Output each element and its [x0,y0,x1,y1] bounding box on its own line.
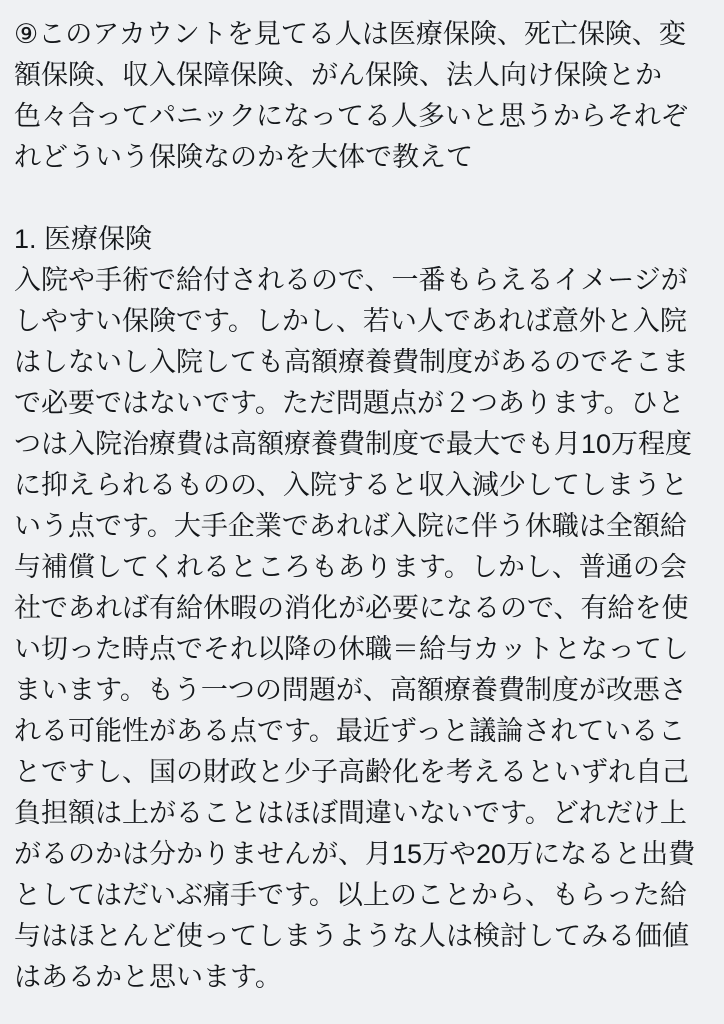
section-body-medical-insurance: 入院や手術で給付されるので、一番もらえるイメージがしやすい保険です。しかし、若い人であれば意外と入院はしないし入院しても高額療養費制度があるのでそこまで必要ではないです。ただ問題点が２つあります。ひとつは入院治療費は高額療養費制度で最大でも月10万程度に抑えられるものの、入院すると収入減少してしまうという点です。大手企業であれば入院に伴う休職は全額給与補償してくれるところもあります。しかし、普通の会社であれば有給休暇の消化が必要になるので、有給を使い切った時点でそれ以降の休職＝給与カットとなってしまいます。もう一つの問題が、高額療養費制度が改悪される可能性がある点です。最近ずっと議論されていることですし、国の財政と少子高齢化を考えるといずれ自己負担額は上がることはほぼ間違いないです。どれだけ上がるのかは分かりませんが、月15万や20万になると出費としてはだいぶ痛手です。以上のことから、もらった給与はほとんど使ってしまうような人は検討してみる価値はあるかと思います。 [14,265,696,992]
paragraph-spacer [14,178,710,219]
intro-paragraph: ⑨このアカウントを見てる人は医療保険、死亡保険、変額保険、収入保障保険、がん保険、法人向け保険とか色々合ってパニックになってる人多いと思うからそれぞれどういう保険なのかを大体で教えて [14,19,688,172]
section-heading-medical-insurance: 1. 医療保険 [14,224,153,254]
